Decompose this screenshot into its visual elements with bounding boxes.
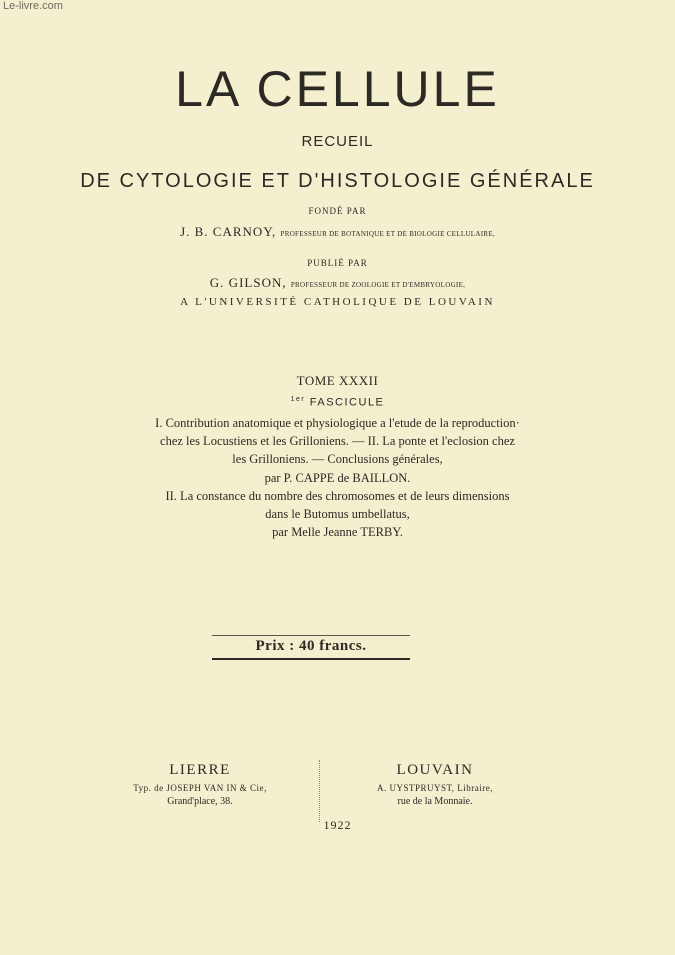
contents-line: dans le Butomus umbellatus, bbox=[265, 507, 410, 522]
publisher-line bbox=[0, 275, 675, 291]
publication-year: 1922 bbox=[323, 818, 352, 832]
left-printer: Typ. de JOSEPH VAN IN & Cie, bbox=[133, 783, 267, 793]
right-address: rue de la Monnaie. bbox=[397, 796, 473, 807]
watermark: Le-livre.com bbox=[3, 0, 63, 12]
table-of-contents bbox=[40, 414, 635, 541]
founder-name: J. B. CARNOY, bbox=[180, 224, 277, 239]
fascicule-number: 1er bbox=[290, 396, 306, 403]
contents-line: II. La constance du nombre des chromosomes et de leurs dimensions bbox=[165, 488, 510, 503]
tome-label: TOME XXXII bbox=[296, 373, 379, 388]
contents-line: chez les Locustiens et les Grilloniens. — II. La ponte et l'eclosion chez bbox=[160, 434, 515, 449]
contents-line: I. Contribution anatomique et physiologique a l'etude de la reproduction· bbox=[155, 416, 520, 430]
fascicule-line bbox=[0, 396, 675, 409]
price-label: Prix : 40 francs. bbox=[255, 638, 367, 654]
fascicule-label: FASCICULE bbox=[309, 396, 385, 409]
founder-line bbox=[0, 224, 675, 240]
imprint-right bbox=[285, 762, 585, 807]
right-bookseller: A. UYSTPRUYST, Libraire, bbox=[376, 783, 494, 793]
recueil-label: RECUEIL bbox=[301, 133, 374, 150]
contents-line: les Grilloniens. — Conclusions générales, bbox=[232, 452, 443, 467]
publisher-name: G. GILSON, bbox=[209, 275, 287, 290]
publisher-role: PROFESSEUR DE ZOOLOGIE ET D'EMBRYOLOGIE, bbox=[290, 281, 466, 289]
publie-par-label: PUBLIÉ PAR bbox=[307, 258, 368, 268]
price-box bbox=[212, 635, 410, 660]
contents-line: par P. CAPPE de BAILLON. bbox=[264, 470, 411, 485]
left-address: Grand'place, 38. bbox=[167, 796, 233, 807]
founder-role: PROFESSEUR DE BOTANIQUE ET DE BIOLOGIE CELLULAIRE, bbox=[280, 230, 495, 238]
left-city: LIERRE bbox=[169, 762, 231, 778]
journal-subtitle: DE CYTOLOGIE ET D'HISTOLOGIE GÉNÉRALE bbox=[80, 170, 595, 192]
right-city: LOUVAIN bbox=[396, 762, 474, 778]
journal-title: LA CELLULE bbox=[175, 61, 500, 117]
university-line: A L'UNIVERSITÉ CATHOLIQUE DE LOUVAIN bbox=[180, 296, 495, 308]
fonde-par-label: FONDÉ PAR bbox=[308, 206, 367, 216]
contents-line: par Melle Jeanne TERBY. bbox=[272, 525, 403, 540]
